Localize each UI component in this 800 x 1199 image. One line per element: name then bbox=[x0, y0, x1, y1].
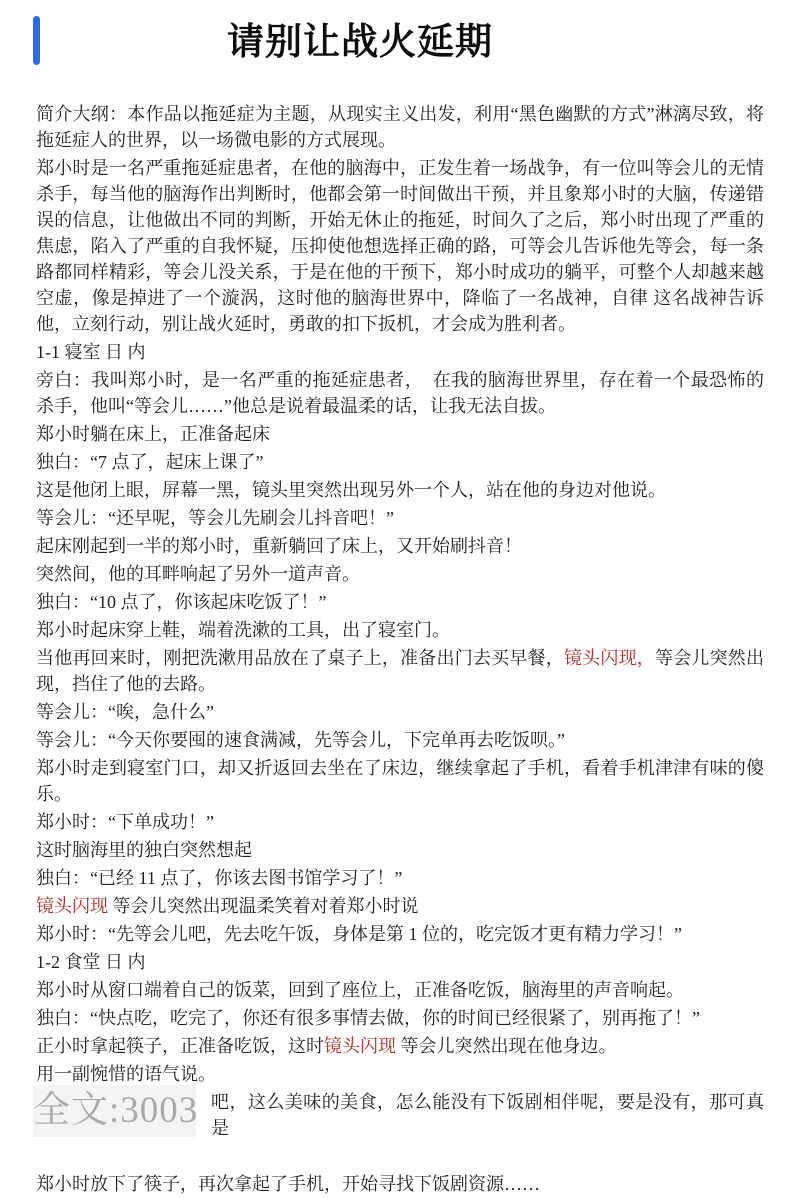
paragraph bbox=[36, 561, 764, 587]
paragraph bbox=[36, 977, 764, 1003]
watermarked-line bbox=[33, 1089, 764, 1141]
paragraph bbox=[36, 699, 764, 725]
text-run: 独白：“10 点了，你该起床吃饭了！” bbox=[36, 592, 327, 612]
text-run: 吧，这么美味的美食，怎么能没有下饭剧相伴呢，要是没有，那可真是 bbox=[211, 1092, 764, 1138]
text-run: 等会儿：“还早呢，等会儿先刷会儿抖音吧！” bbox=[36, 508, 394, 528]
paragraph bbox=[36, 589, 764, 615]
text-run: 1-1 寝室 日 内 bbox=[36, 342, 146, 362]
paragraph bbox=[211, 1089, 764, 1141]
paragraph bbox=[36, 1171, 764, 1197]
paragraph bbox=[36, 1033, 764, 1059]
text-run: 旁白：我叫郑小时，是一名严重的拖延症患者， 在我的脑海世界里，存在着一个最恐怖的杀手，他叫“等会儿……”他总是说着最温柔的话，让我无法自拔。 bbox=[36, 370, 764, 416]
scene-heading bbox=[36, 339, 764, 365]
text-run: 郑小时：“先等会儿吧，先去吃午饭，身体是第 1 位的，吃完饭才更有精力学习！” bbox=[36, 924, 682, 944]
paragraph bbox=[36, 1005, 764, 1031]
text-run: 等会儿：“今天你要囤的速食满减，先等会儿，下完单再去吃饭呗。” bbox=[36, 730, 565, 750]
paragraph bbox=[36, 617, 764, 643]
script-body bbox=[33, 101, 765, 1199]
text-run: 简介大纲：本作品以拖延症为主题，从现实主义出发，利用“黑色幽默的方式”淋漓尽致，将拖延症人的世界，以一场微电影的方式展现。 bbox=[36, 104, 764, 150]
camera-flash-cue: 镜头闪现 bbox=[324, 1036, 396, 1056]
paragraph bbox=[36, 477, 764, 503]
text-run: 等会儿：“唉，急什么” bbox=[36, 702, 214, 722]
paragraph bbox=[36, 837, 764, 863]
text-run: 等会儿突然出现在他身边。 bbox=[396, 1036, 617, 1056]
text-run: 突然间，他的耳畔响起了另外一道声音。 bbox=[36, 564, 360, 584]
text-run: 这时脑海里的独白突然想起 bbox=[36, 840, 252, 860]
text-run: 独白：“已经 11 点了，你该去图书馆学习了！” bbox=[36, 868, 403, 888]
text-run: 郑小时：“下单成功！” bbox=[36, 812, 214, 832]
paragraph bbox=[36, 865, 764, 891]
text-run: 郑小时起床穿上鞋，端着洗漱的工具，出了寝室门。 bbox=[36, 620, 450, 640]
camera-flash-cue: 镜头闪现， bbox=[563, 648, 655, 668]
text-run: 郑小时躺在床上，正准备起床 bbox=[36, 424, 270, 444]
paragraph bbox=[36, 809, 764, 835]
paragraph bbox=[36, 505, 764, 531]
paragraph bbox=[36, 367, 764, 419]
text-run: 这是他闭上眼，屏幕一黑，镜头里突然出现另外一个人，站在他的身边对他说。 bbox=[36, 480, 666, 500]
paragraph bbox=[36, 727, 764, 753]
paragraph bbox=[36, 533, 764, 559]
text-run: 郑小时是一名严重拖延症患者，在他的脑海中，正发生着一场战争，有一位叫等会儿的无情杀手，每当他的脑海作出判断时，他都会第一时间做出干预，并且象郑小时的大脑，传递错误的信息，让他做出不同的判断，开始无休止的拖延，时间久了之后，郑小时出现了严重的焦虑，陷入了严重的自我怀疑，压抑使他想选择正确的路，可等会儿告诉他先等会，每一条路都同样精彩，等会儿没关系，于是在他的干预下，郑小时成功的躺平，可整个人却越来越空虚，像是掉进了一个漩涡，这时他的脑海世界中，降临了一名战神，自律 这名战神告诉他，立刻行动，别让战火延时，勇敢的扣下扳机，才会成为胜利者。 bbox=[36, 158, 764, 334]
paragraph bbox=[36, 155, 764, 337]
paragraph bbox=[36, 1061, 764, 1087]
paragraph bbox=[36, 893, 764, 919]
text-run: 正小时拿起筷子，正准备吃饭，这时 bbox=[36, 1036, 324, 1056]
text-run: 等会儿突然出现温柔笑着对着郑小时说 bbox=[108, 896, 419, 916]
scene-heading bbox=[36, 949, 764, 975]
text-run: 当他再回来时，刚把洗漱用品放在了桌子上，准备出门去买早餐， bbox=[36, 648, 564, 668]
paragraph bbox=[36, 645, 764, 697]
text-run: 郑小时放下了筷子，再次拿起了手机，开始寻找下饭剧资源…… bbox=[36, 1174, 540, 1194]
text-run: 起床刚起到一半的郑小时，重新躺回了床上，又开始刷抖音！ bbox=[36, 536, 522, 556]
text-run: 用一副惋惜的语气说。 bbox=[36, 1064, 216, 1084]
text-run: 等会儿突然出现，挡住了他的去路。 bbox=[36, 648, 765, 694]
document-header bbox=[0, 0, 800, 66]
paragraph bbox=[36, 755, 764, 807]
text-run: 郑小时从窗口端着自己的饭菜，回到了座位上，正准备吃饭，脑海里的声音响起。 bbox=[36, 980, 684, 1000]
text-run: 1-2 食堂 日 内 bbox=[36, 952, 146, 972]
title-accent-bar bbox=[33, 16, 40, 65]
camera-flash-cue: 镜头闪现 bbox=[36, 896, 108, 916]
paragraph bbox=[36, 421, 764, 447]
text-run: 独白：“快点吃，吃完了，你还有很多事情去做，你的时间已经很紧了，别再拖了！” bbox=[36, 1008, 700, 1028]
word-count-watermark: 全文:3003 bbox=[33, 1085, 196, 1137]
text-run: 郑小时走到寝室门口，却又折返回去坐在了床边，继续拿起了手机，看着手机津津有味的傻乐。 bbox=[36, 758, 764, 804]
paragraph bbox=[36, 449, 764, 475]
paragraph bbox=[36, 921, 764, 947]
page-title: 请别让战火延期 bbox=[227, 22, 493, 63]
paragraph bbox=[36, 101, 764, 153]
text-run: 独白：“7 点了，起床上课了” bbox=[36, 452, 264, 472]
